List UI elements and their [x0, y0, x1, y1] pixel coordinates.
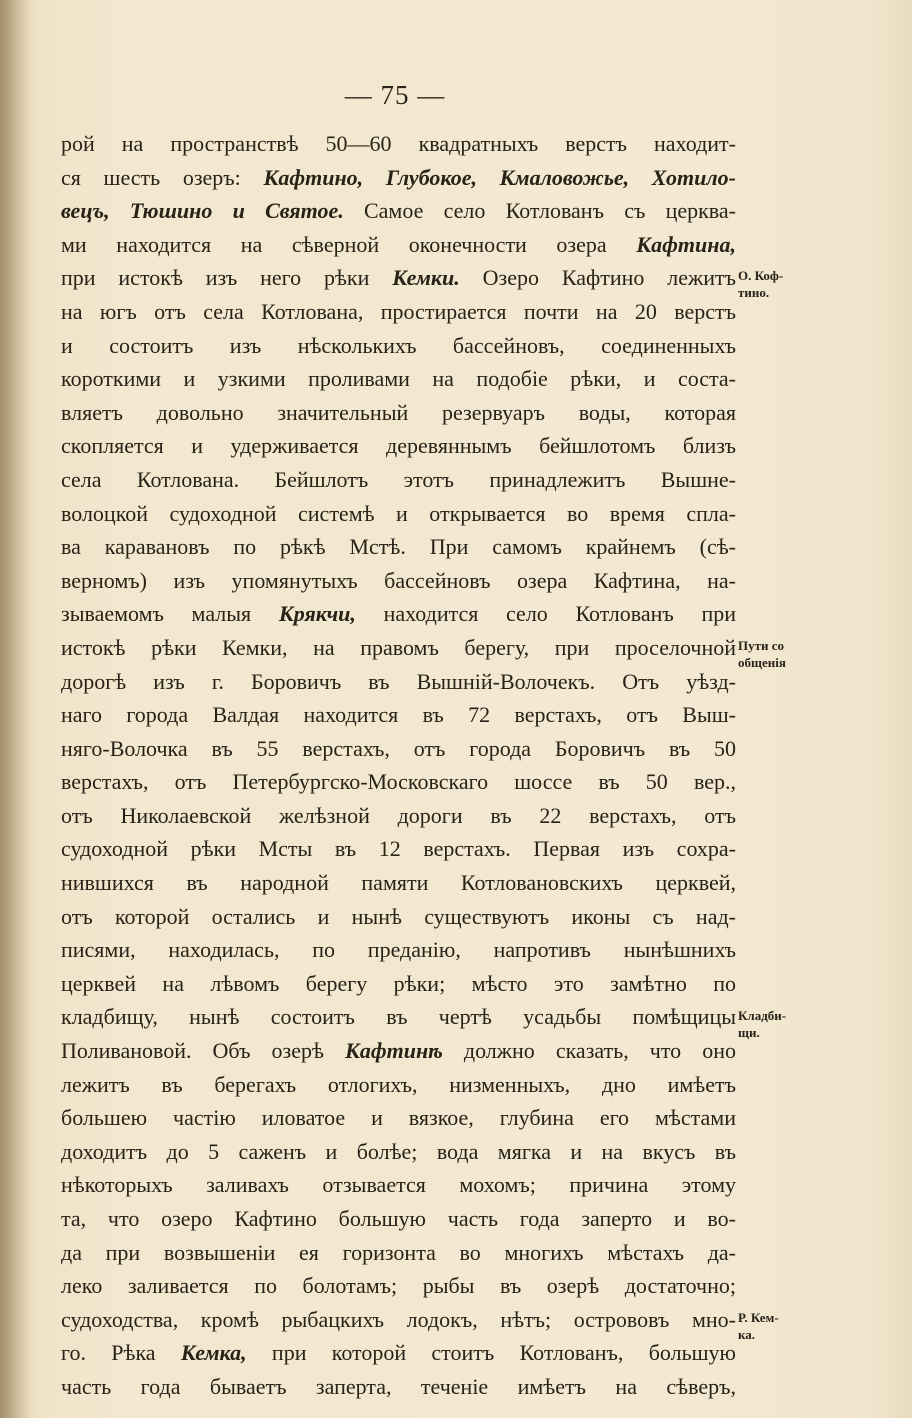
text-span: истокѣ рѣки Кемки, на правомъ берегу, при проселочной: [61, 634, 736, 660]
text-span: большею частію иловатое и вязкое, глубина его мѣстами: [61, 1105, 736, 1131]
italic-name: Кафтина,: [636, 231, 736, 257]
text-line: [61, 765, 736, 799]
text-span: верстахъ, отъ Петербургско-Московскаго шоссе въ 50 вер.,: [61, 769, 736, 795]
text-line: [61, 1269, 736, 1303]
text-span: наго города Валдая находится въ 72 верстахъ, отъ Выш-: [61, 702, 736, 728]
text-span: часть года бываетъ заперта, теченіе имѣетъ на сѣверъ,: [61, 1373, 736, 1399]
text-line: [61, 1034, 736, 1068]
margin-note: [738, 637, 786, 671]
text-span: лежитъ въ берегахъ отлогихъ, низменныхъ, дно имѣетъ: [61, 1071, 736, 1097]
italic-name: Кафтинѣ: [344, 1038, 443, 1064]
margin-note: [738, 267, 783, 301]
text-line: [61, 564, 736, 598]
text-span: доходитъ до 5 саженъ и болѣе; вода мягка и на вкусъ въ: [61, 1138, 736, 1164]
text-line: [61, 1168, 736, 1202]
text-line: [61, 832, 736, 866]
text-line: [61, 1135, 736, 1169]
text-line: [61, 530, 736, 564]
text-span: рой на пространствѣ 50—60 квадратныхъ верстъ находит-: [61, 131, 736, 156]
margin-note-line: щи.: [738, 1024, 760, 1040]
text-line: [61, 1236, 736, 1270]
text-span: и состоитъ изъ нѣсколькихъ бассейновъ, соединенныхъ: [61, 332, 736, 358]
margin-note-line: общенія: [738, 655, 786, 670]
italic-name: Крякчи,: [278, 601, 356, 627]
text-line: [61, 967, 736, 1001]
text-span: короткими и узкими проливами на подобіе рѣки, и соста-: [61, 366, 736, 392]
text-span: вляетъ довольно значительный резервуаръ воды, которая: [61, 399, 736, 425]
text-span: Самое село Котлованъ съ церква-: [343, 198, 736, 224]
italic-name: вецъ, Тюшино и Святое.: [61, 198, 344, 224]
text-span: няго-Волочка въ 55 верстахъ, отъ города Боровичъ въ 50: [61, 735, 736, 761]
text-span: при которой стоитъ Котлованъ, большую: [246, 1340, 736, 1366]
text-line: [61, 497, 736, 531]
text-span: судоходной рѣки Мсты въ 12 верстахъ. Первая изъ сохра-: [61, 836, 736, 862]
text-line: [61, 900, 736, 934]
text-line: [61, 1000, 736, 1034]
text-line: [61, 362, 736, 396]
text-line: [61, 329, 736, 363]
text-span: находится село Котлованъ при: [355, 601, 736, 627]
margin-note: [738, 1309, 779, 1343]
text-span: Поливановой. Объ озерѣ: [61, 1038, 345, 1064]
text-span: верномъ) изъ упомянутыхъ бассейновъ озера Кафтина, на-: [61, 567, 736, 593]
text-span: нѣкоторыхъ заливахъ отзывается мохомъ; причина этому: [61, 1172, 736, 1198]
text-span: ми находится на сѣверной оконечности озера: [61, 231, 637, 257]
margin-note-line: Пути со: [738, 638, 785, 653]
text-line: [61, 194, 736, 228]
text-line: [61, 396, 736, 430]
text-line: [61, 665, 736, 699]
text-line: [61, 429, 736, 463]
text-span: дорогѣ изъ г. Боровичъ въ Вышній-Волочекъ. Отъ уѣзд-: [61, 668, 736, 694]
text-line: [61, 732, 736, 766]
text-span: го. Рѣка: [61, 1340, 181, 1366]
text-span: отъ которой остались и нынѣ существуютъ иконы съ над-: [61, 903, 736, 929]
text-line: [61, 295, 736, 329]
text-line: [61, 597, 736, 631]
italic-name: Кемка,: [180, 1340, 247, 1366]
text-span: та, что озеро Кафтино большую часть года заперто и во-: [61, 1206, 736, 1231]
text-line: [61, 1202, 736, 1236]
text-span: отъ Николаевской желѣзной дороги въ 22 верстахъ, отъ: [61, 802, 736, 828]
text-span: скопляется и удерживается деревяннымъ бейшлотомъ близъ: [61, 433, 736, 459]
text-span: да при возвышеніи ея горизонта во многихъ мѣстахъ да-: [61, 1239, 736, 1265]
text-span: зываемомъ малыя: [61, 601, 279, 627]
text-span: Озеро Кафтино лежитъ: [459, 265, 736, 291]
text-span: ся шесть озеръ:: [61, 164, 264, 190]
text-line: [61, 1303, 736, 1337]
text-span: нившихся въ народной памяти Котловановскихъ церквей,: [61, 870, 736, 896]
text-line: [61, 228, 736, 262]
margin-note: [738, 1007, 786, 1041]
text-line: [61, 127, 736, 161]
margin-note-line: ка.: [738, 1327, 756, 1342]
text-span: должно сказать, что оно: [442, 1038, 736, 1064]
text-span: писями, находилась, по преданію, напротивъ нынѣшнихъ: [61, 937, 736, 963]
margin-note-line: Р. Кем-: [738, 1310, 779, 1325]
text-span: церквей на лѣвомъ берегу рѣки; мѣсто это замѣтно по: [61, 970, 736, 996]
text-line: [61, 631, 736, 665]
margin-note-line: Кладби-: [738, 1007, 787, 1023]
text-span: судоходства, кромѣ рыбацкихъ лодокъ, нѣтъ; острововъ мно-: [61, 1306, 736, 1332]
text-span: кладбищу, нынѣ состоитъ въ чертѣ усадьбы помѣщицы: [61, 1004, 736, 1030]
text-span: села Котлована. Бейшлотъ этотъ принадлежитъ Вышне-: [61, 466, 736, 492]
text-line: [61, 463, 736, 497]
italic-name: Кемки.: [392, 265, 460, 291]
text-line: [61, 1068, 736, 1102]
text-line: [61, 1336, 736, 1370]
margin-note-line: тино.: [738, 285, 770, 301]
text-line: [61, 933, 736, 967]
text-line: [61, 1101, 736, 1135]
body-text: [61, 127, 736, 1404]
text-line: [61, 261, 736, 295]
margin-note-line: О. Коф-: [738, 268, 784, 284]
page-gutter-shadow: [0, 0, 30, 1418]
text-line: [61, 161, 736, 195]
text-span: волоцкой судоходной системѣ и открывается во время спла-: [61, 500, 736, 526]
text-span: леко заливается по болотамъ; рыбы въ озерѣ достаточно;: [61, 1273, 736, 1299]
italic-name: Кафтино, Глубокое, Кмаловожье, Хотило-: [263, 164, 736, 190]
text-line: [61, 698, 736, 732]
text-line: [61, 1370, 736, 1404]
text-span: при истокѣ изъ него рѣки: [61, 265, 393, 291]
text-line: [61, 799, 736, 833]
page-number: — 75 —: [344, 80, 446, 110]
text-line: [61, 866, 736, 900]
text-span: ва каравановъ по рѣкѣ Мстѣ. При самомъ крайнемъ (сѣ-: [61, 534, 736, 560]
text-span: на югъ отъ села Котлована, простирается почти на 20 верстъ: [61, 298, 736, 324]
